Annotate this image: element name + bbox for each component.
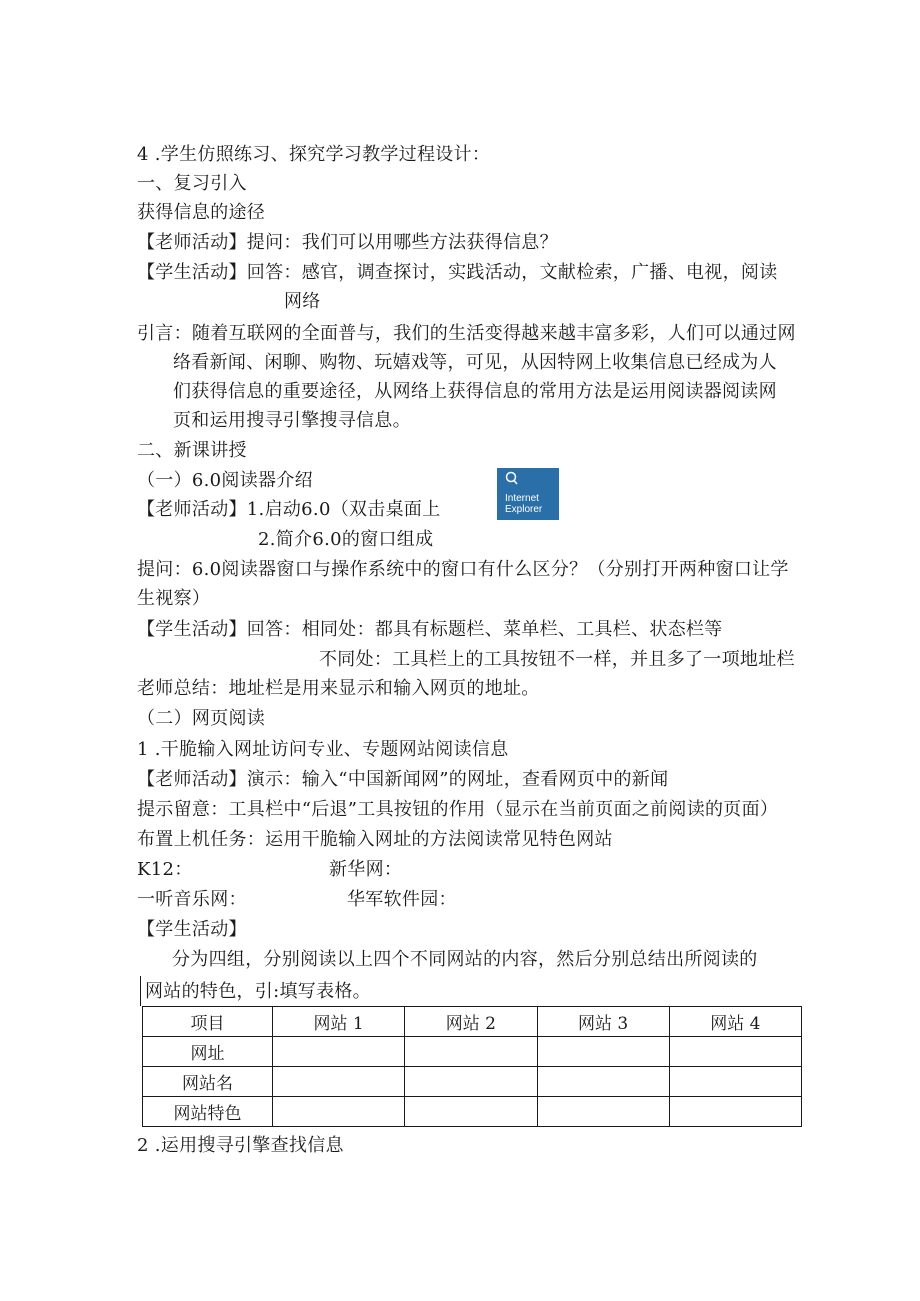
logo-text-internet: Internet [505, 493, 539, 504]
subheading-browser-intro: （一）6.0阅读器介绍 [137, 470, 313, 491]
table-cell [273, 1097, 405, 1127]
table-cell [405, 1037, 537, 1067]
text-line: 获得信息的途径 [137, 202, 266, 223]
student-activity-line: 【学生活动】回答：相同处：都具有标题栏、菜单栏、工具栏、状态栏等 [137, 619, 723, 640]
student-activity-line: 【学生活动】回答：感官，调查探讨，实践活动，文献检索，广播、电视，阅读 [137, 262, 778, 283]
logo-text-explorer: Explorer [505, 504, 543, 515]
table-cell [273, 1067, 405, 1097]
table-cell [405, 1097, 537, 1127]
text-line: 2.简介6.0的窗口组成 [258, 529, 434, 550]
text-line: 不同处：工具栏上的工具按钮不一样，并且多了一项地址栏 [319, 649, 795, 670]
intro-paragraph-line: 们获得信息的重要途径，从网络上获得信息的常用方法是运用阅读器阅读网 [173, 381, 777, 402]
left-border-line [140, 976, 141, 1006]
table-row [143, 1037, 802, 1067]
table-cell [669, 1037, 801, 1067]
teacher-summary-line: 老师总结：地址栏是用来显示和输入网页的地址。 [137, 678, 540, 699]
table-header-cell: 网站 2 [405, 1007, 537, 1037]
intro-paragraph-line: 页和运用搜寻引擎搜寻信息。 [173, 410, 411, 431]
text-line: 提示留意：工具栏中“后退”工具按钮的作用（显示在当前页面之前阅读的页面） [137, 799, 779, 820]
text-line: 网站的特色，引:填写表格。 [145, 981, 371, 1002]
table-cell: 网址 [143, 1037, 273, 1067]
table-header-cell: 网站 3 [537, 1007, 669, 1037]
text-line: 分为四组，分别阅读以上四个不同网站的内容，然后分别总结出所阅读的 [172, 949, 758, 970]
text-line: 网络 [284, 291, 321, 312]
text-line: 生视察） [137, 588, 211, 609]
subheading-web-reading: （二）网页阅读 [137, 708, 266, 729]
section-heading-4: 4 .学生仿照练习、探究学习教学过程设计： [137, 144, 491, 165]
table-header-cell: 网站 4 [669, 1007, 801, 1037]
table-cell [537, 1067, 669, 1097]
table-header-row [143, 1007, 802, 1037]
table-header-cell: 项目 [143, 1007, 273, 1037]
table-row [143, 1097, 802, 1127]
site-label-software: 华军软件园： [347, 889, 457, 910]
text-line: 布置上机任务：运用干脆输入网址的方法阅读常见特色网站 [137, 829, 613, 850]
table-cell [669, 1097, 801, 1127]
site-label-music: 一听音乐网： [137, 889, 247, 910]
table-cell: 网站特色 [143, 1097, 273, 1127]
table-cell [537, 1037, 669, 1067]
table-cell: 网站名 [143, 1067, 273, 1097]
site-label-xinhua: 新华网： [329, 859, 403, 880]
question-line: 提问：6.0阅读器窗口与操作系统中的窗口有什么区分？（分别打开两种窗口让学 [137, 559, 789, 580]
table-cell [273, 1037, 405, 1067]
teacher-activity-line: 【老师活动】演示：输入“中国新闻网”的网址，查看网页中的新闻 [137, 769, 669, 790]
heading-review: 一、复习引入 [137, 173, 247, 194]
site-label-k12: K12： [137, 859, 193, 880]
table-header-cell: 网站 1 [273, 1007, 405, 1037]
intro-paragraph-line: 络看新闻、闲聊、购物、玩嬉戏等，可见，从因特网上收集信息已经成为人 [173, 352, 777, 373]
search-icon [505, 470, 519, 489]
table-cell [537, 1097, 669, 1127]
text-line: 1 .干脆输入网址访问专业、专题网站阅读信息 [137, 739, 509, 760]
table-cell [669, 1067, 801, 1097]
website-table [142, 1006, 802, 1127]
internet-explorer-logo [497, 468, 559, 520]
intro-paragraph-line: 引言：随着互联网的全面普与，我们的生活变得越来越丰富多彩，人们可以通过网 [137, 323, 796, 344]
text-line: 2 .运用搜寻引擎查找信息 [137, 1135, 344, 1156]
teacher-activity-line: 【老师活动】提问：我们可以用哪些方法获得信息？ [137, 232, 558, 253]
heading-new-lesson: 二、新课讲授 [137, 440, 247, 461]
table-cell [405, 1067, 537, 1097]
teacher-activity-line: 【老师活动】1.启动6.0（双击桌面上 [137, 499, 441, 520]
table-row [143, 1067, 802, 1097]
student-activity-heading: 【学生活动】 [137, 919, 247, 940]
